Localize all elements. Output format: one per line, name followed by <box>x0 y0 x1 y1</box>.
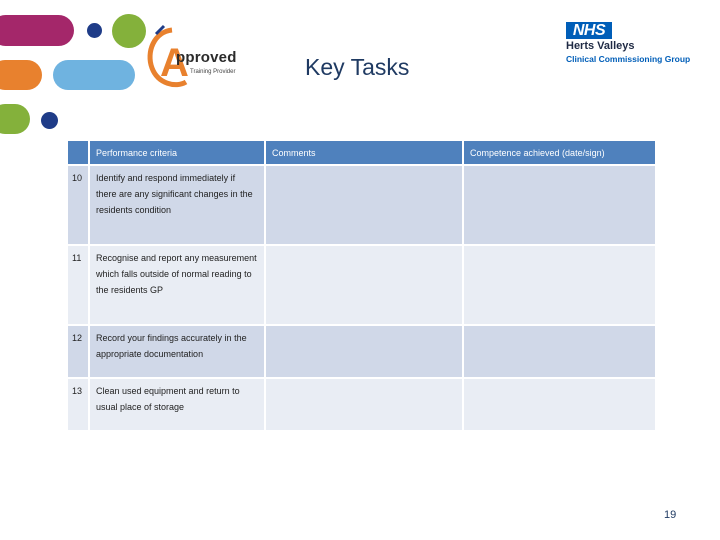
nhs-org-name: Herts Valleys <box>566 40 635 52</box>
header-competence: Competence achieved (date/sign) <box>463 140 656 165</box>
brand-pill-orange <box>0 60 42 90</box>
row-competence[interactable] <box>463 245 656 325</box>
logo-wordmark: pproved <box>176 49 237 66</box>
brand-pill-green <box>0 104 30 134</box>
nhs-badge: NHS <box>566 22 612 39</box>
table-row <box>67 378 656 431</box>
page-title: Key Tasks <box>305 54 410 80</box>
table-row <box>67 325 656 378</box>
brand-dot-navy <box>87 23 102 38</box>
header-comments: Comments <box>265 140 463 165</box>
page-number: 19 <box>664 509 677 521</box>
row-comments[interactable] <box>265 378 463 431</box>
table-row <box>67 245 656 325</box>
key-tasks-table <box>66 139 657 432</box>
row-number: 13 <box>67 378 89 431</box>
header-performance-criteria: Performance criteria <box>89 140 265 165</box>
row-competence[interactable] <box>463 165 656 245</box>
nhs-group-name: Clinical Commissioning Group <box>566 54 691 64</box>
brand-dot-green <box>112 14 146 48</box>
row-criteria: Identify and respond immediately if there are any significant changes in the residents condition <box>89 165 265 245</box>
brand-pill-light-blue <box>53 60 135 90</box>
svg-text:A: A <box>160 41 189 85</box>
logo-tagline: Training Provider <box>190 69 236 75</box>
table-header-row <box>67 140 656 165</box>
row-criteria: Record your findings accurately in the appropriate documentation <box>89 325 265 378</box>
row-comments[interactable] <box>265 165 463 245</box>
row-criteria: Recognise and report any measurement which falls outside of normal reading to the residents GP <box>89 245 265 325</box>
brand-dot-navy-small <box>41 112 58 129</box>
brand-pill-magenta <box>0 15 74 46</box>
row-number: 11 <box>67 245 89 325</box>
row-competence[interactable] <box>463 378 656 431</box>
row-number: 12 <box>67 325 89 378</box>
row-number: 10 <box>67 165 89 245</box>
row-competence[interactable] <box>463 325 656 378</box>
row-criteria: Clean used equipment and return to usual place of storage <box>89 378 265 431</box>
table-row <box>67 165 656 245</box>
row-comments[interactable] <box>265 245 463 325</box>
row-comments[interactable] <box>265 325 463 378</box>
header-number <box>67 140 89 165</box>
